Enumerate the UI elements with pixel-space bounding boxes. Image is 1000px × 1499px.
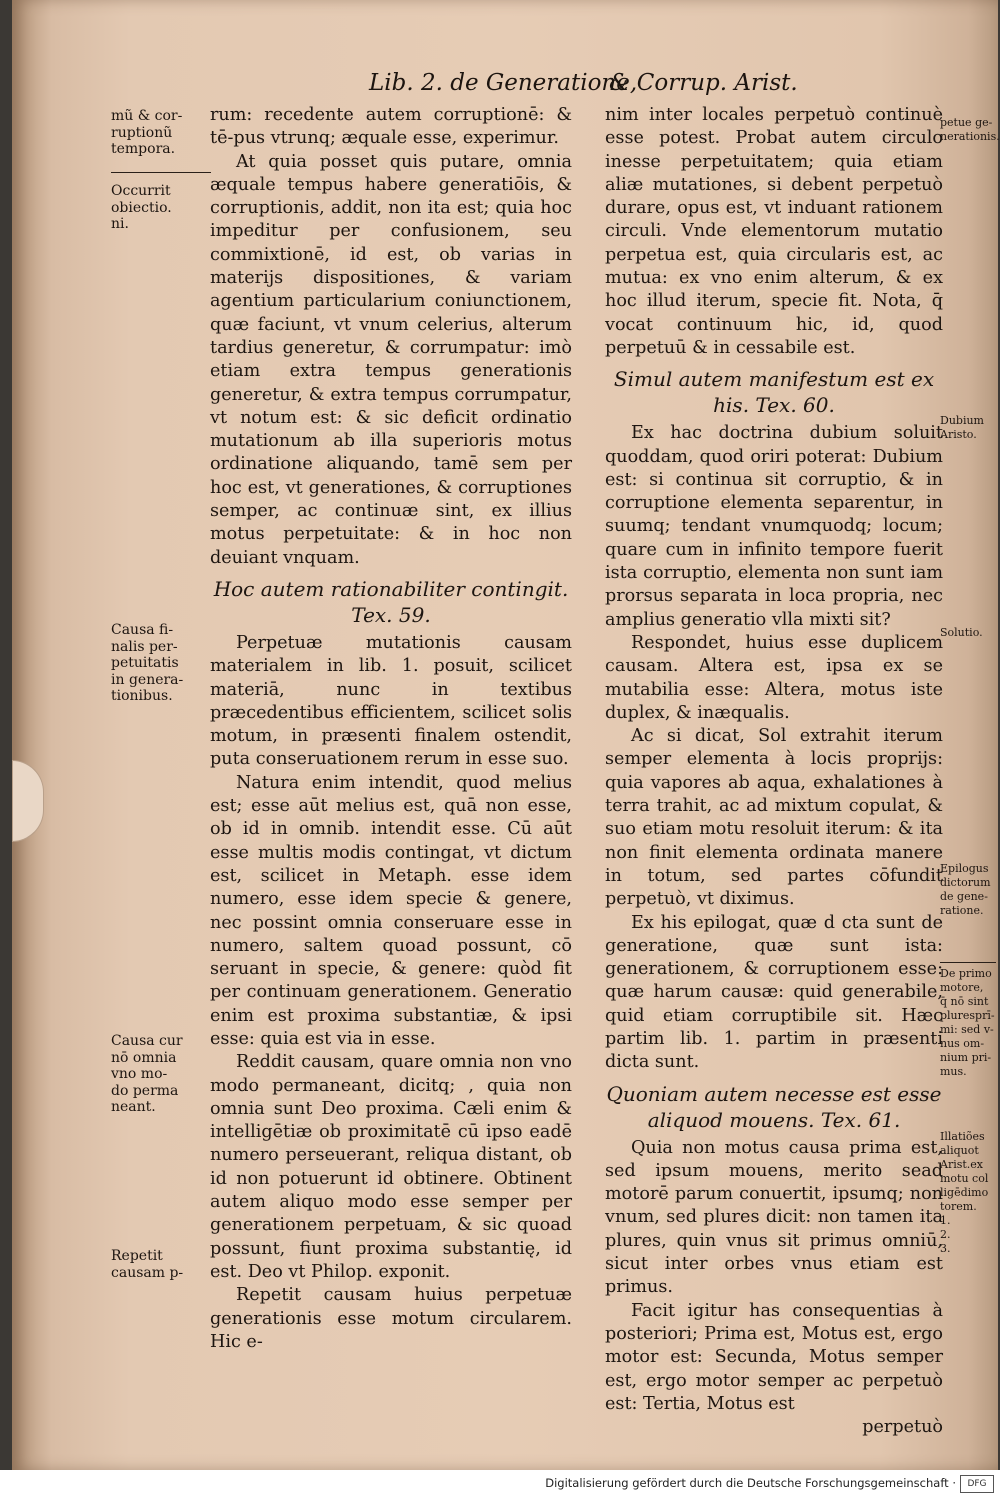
- margin-note-left-5: Repetit causam p-: [111, 1248, 184, 1281]
- margin-note-left-1: mũ & cor- ruptionũ tempora.: [111, 108, 183, 157]
- right-column-paragraph: Ex hac doctrina dubium soluit quoddam, quod oriri poterat: Dubium est: si continua sit corruptio, & in corruptione elementa separentur, in suumq; tendant vnumquodq; locum; quare cum in infinito tempore fuerit ista corruptio, elementa non sunt iam prorsus separata in loca propria, nec amplius generatio vlla mixti sit?: [605, 423, 943, 630]
- right-column-text: nim inter locales perpetuò continuè esse potest. Probat autem circulo inesse perpetuitatem; quia etiam aliæ mutationes, si debent perpetuò durare, opus est, vt induant rationem circuli. Vnde elementorum mutatio perpetua est, quia circularis est, ac mutua: ex vno enim alterum, & ex hoc illud iterum, specie fit. Nota, q̄ vocat continuum hic, id, quod perpetuū & in cessabile est.: [605, 105, 943, 358]
- left-text-column: [210, 104, 572, 1354]
- catchword: perpetuò: [862, 1417, 943, 1438]
- left-column-paragraph: Natura enim intendit, quod melius est; esse aūt melius est, quā non esse, ob id in omnib. intendit esse. Cū aūt esse multis modis contingat, vt dictum est, scilicet in Metaph. esse idem numero, esse idem specie & genere, nec possint omnia conseruare esse in numero, saltem quoad possunt, cō seruant in specie, & genere: quòd fit per continuam generationem. Generatio enim est proxima substantiæ, & ipsi esse: quia est via in esse.: [210, 772, 572, 1049]
- dfg-logo: DFG: [960, 1475, 994, 1493]
- right-column-heading: Simul autem manifestum est ex his. Tex. 60.: [613, 367, 935, 418]
- right-text-column: [605, 104, 943, 1439]
- margin-note-right-6: Illatiões aliquot Arist.ex motu col ligēdimo torem. 1. 2. 3.: [940, 1130, 989, 1255]
- margin-note-right-2: Dubium Aristo.: [940, 414, 984, 441]
- right-column-paragraph: Ex his epilogat, quæ d cta sunt de generatione, quæ sunt ista: generationem, & corruptionem esse: quæ harum causæ: quid generabile, quid etiam corruptibile sit. Hæc partim lib. 1. partim in præsenti dicta sunt.: [605, 912, 943, 1073]
- left-column-paragraph: At quia posset quis putare, omnia æquale tempus habere generatiōis, & corruptionis, addit, non ita est; quia hoc impeditur per confusionem, seu commixtionē, id est, ob varias in materijs dispositiones, & variam agentium particularium coniunctionem, quæ faciunt, vt vnum celerius, alterum tardius generetur, & corrumpatur: imò etiam extra tempus generationis generetur, & extra tempus corrumpatur, vt notum est: & sic deficit ordinatio mutationum ab illa superioris motus ordinatione aliquando, tamē sem per hoc est, vt generationes, & corruptiones semper, ac continuæ sint, ex illius motus perpetuitate: & in hoc non deuiant vnquam.: [210, 151, 572, 568]
- running-head-left: Lib. 2. de Generatione,: [369, 70, 638, 96]
- left-column-text: rum: recedente autem corruptionē: & tē-pus vtrunq; æquale esse, experimur.: [210, 105, 572, 149]
- margin-note-left-3: Causa fi- nalis per- petuitatis in genera- tionibus.: [111, 622, 184, 704]
- right-column-paragraph: Facit igitur has consequentias à posteriori; Prima est, Motus est, ergo motor est: Secunda, Motus semper est, ergo motor semper ac perpetuò est: Tertia, Motus est: [605, 1300, 943, 1414]
- margin-note-right-5: De primo motore, q̄ nō sint pluresprī- mi: sed v- nus om- nium pri- mus.: [940, 962, 996, 1079]
- right-column-heading: Quoniam autem necesse est esse aliquod mouens. Tex. 61.: [606, 1081, 942, 1132]
- footer-bar: [0, 1470, 1000, 1499]
- left-column-paragraph: Perpetuæ mutationis causam materialem in lib. 1. posuit, scilicet materiā, nunc in textibus præcedentibus efficientem, scilicet solis motum, in præsenti finalem ostendit, puta conseruationem rerum in esse suo.: [210, 632, 572, 770]
- margin-note-left-2: Occurrit obiectio. ni.: [111, 172, 211, 233]
- margin-note-right-4: Epilogus dictorum de gene- ratione.: [940, 862, 991, 917]
- left-column-paragraph: Repetit causam huius perpetuæ generationis esse motum circularem. Hic e-: [210, 1285, 572, 1352]
- left-column-paragraph: Reddit causam, quare omnia non vno modo permaneant, dicitq; , quia non omnia sunt Deo proxima. Cæli enim & intelligētiæ ob proximitatē cū ipso eadē numero perseuerant, reliqua distant, ob id non potuerunt id obtinere. Obtinent autem aliquo modo esse semper per generationem perpetuam, & sic quoad possunt, fiunt proxima substantię, id est. Deo vt Philop. exponit.: [210, 1052, 572, 1282]
- footer-credit: Digitalisierung gefördert durch die Deutsche Forschungsgemeinschaft ·: [545, 1476, 956, 1490]
- margin-note-right-1: petue ge- nerationis.: [940, 116, 1000, 143]
- margin-note-left-4: Causa cur nō omnia vno mo- do perma neant.: [111, 1033, 183, 1115]
- book-page: [12, 0, 998, 1470]
- running-head-right: & Corrup. Arist.: [609, 70, 798, 96]
- page-tab: [12, 760, 44, 842]
- right-column-paragraph: Respondet, huius esse duplicem causam. Altera est, ipsa ex se mutabilia esse: Altera, motus iste duplex, & inæqualis.: [605, 632, 943, 723]
- right-column-paragraph: Ac si dicat, Sol extrahit iterum semper elementa à locis proprijs: quia vapores ab aqua, exhalationes à terra trahit, ac ad mixtum copulat, & suo etiam motu resoluit iterum: & ita non finit elementa ordinata manere in totum, sed partes cōfundit perpetuò, vt diximus.: [605, 726, 943, 910]
- margin-note-right-3: Solutio.: [940, 626, 983, 639]
- left-column-heading: Hoc autem rationabiliter contingit. Tex. 59.: [213, 576, 569, 627]
- right-column-paragraph: Quia non motus causa prima est, sed ipsum mouens, merito sead motorē parum conuertit, ipsumq; non vnum, sed plures dicit: non tamen ita plures, quin vnus sit primus omniū, sicut inter orbes vnus etiam est primus.: [605, 1137, 943, 1298]
